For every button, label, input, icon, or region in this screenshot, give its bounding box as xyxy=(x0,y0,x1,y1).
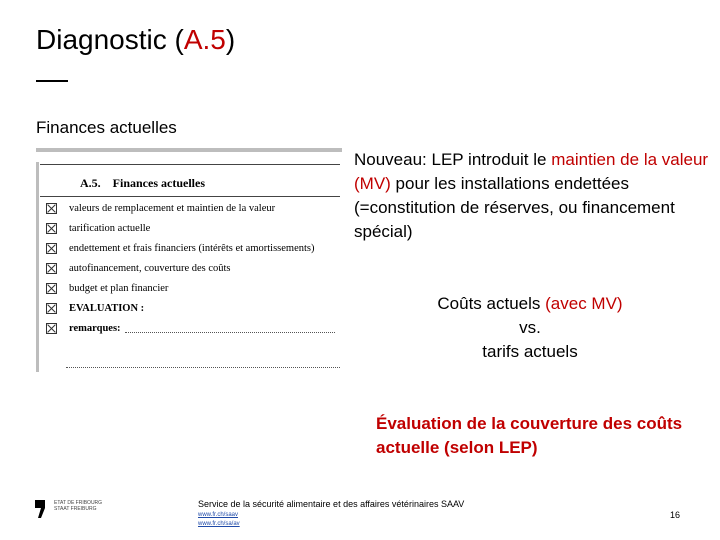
scan-section-number: A.5. xyxy=(80,176,101,190)
remarks-dotted-line xyxy=(125,323,335,333)
scan-item-label: EVALUATION : xyxy=(69,302,145,314)
comparison-tariffs: tarifs actuels xyxy=(482,342,578,361)
scan-item-label: autofinancement, couverture des coûts xyxy=(69,262,231,274)
comparison-line-1 xyxy=(420,292,640,316)
title-highlight: A.5 xyxy=(183,24,226,55)
slide-title xyxy=(36,24,235,56)
scan-item-budget xyxy=(46,280,168,296)
slide-subtitle: Finances actuelles xyxy=(36,118,177,137)
title-prefix: Diagnostic ( xyxy=(36,24,184,55)
checkbox-checked-icon xyxy=(46,263,57,274)
evaluation-text: Évaluation de la couverture des coûts actuelle (selon LEP) xyxy=(376,414,683,457)
scan-item-remarks xyxy=(46,320,335,336)
footer-link-1[interactable]: www.fr.ch/saav xyxy=(198,512,239,518)
scan-dotted-line xyxy=(66,367,340,368)
scan-section-title: Finances actuelles xyxy=(112,176,205,190)
page-number: 16 xyxy=(670,510,681,520)
scan-divider-top xyxy=(40,164,340,165)
scan-content xyxy=(40,162,342,372)
scan-top-border xyxy=(36,148,342,152)
scan-item-replacement-values xyxy=(46,200,275,216)
scan-item-label: endettement et frais financiers (intérêts et amortissements) xyxy=(69,242,315,254)
scan-item-current-pricing xyxy=(46,220,150,236)
lep-info-text xyxy=(354,148,710,244)
canton-logo-icon xyxy=(35,500,45,518)
footer-link-2[interactable]: www.fr.ch/sa/av xyxy=(198,521,240,527)
scan-item-debt xyxy=(46,240,315,256)
scan-item-label: valeurs de remplacement et maintien de la valeur xyxy=(69,202,276,214)
checkbox-checked-icon xyxy=(46,303,57,314)
cost-comparison-text xyxy=(420,292,640,364)
comparison-mv-highlight: (avec MV) xyxy=(545,294,623,313)
scan-item-evaluation xyxy=(46,300,144,316)
scan-item-label: tarification actuelle xyxy=(69,222,151,234)
footer-service-name: Service de la sécurité alimentaire et des affaires vétérinaires SAAV xyxy=(198,499,465,509)
comparison-costs: Coûts actuels xyxy=(437,294,546,313)
logo-line-1: ETAT DE FRIBOURG xyxy=(54,500,103,506)
canton-logo-text xyxy=(54,500,102,512)
checkbox-checked-icon xyxy=(46,323,57,334)
checkbox-checked-icon xyxy=(46,203,57,214)
scan-section-heading xyxy=(80,176,205,191)
logo-line-2: STAAT FREIBURG xyxy=(54,506,97,512)
scan-item-label: budget et plan financier xyxy=(69,282,169,294)
scan-divider-heading xyxy=(40,196,340,197)
checkbox-checked-icon xyxy=(46,283,57,294)
lep-info-highlight: maintien de la valeur (MV) xyxy=(354,150,709,193)
checkbox-checked-icon xyxy=(46,223,57,234)
scan-item-label: remarques: xyxy=(69,322,121,334)
form-scan-image xyxy=(36,148,342,372)
title-underline xyxy=(36,80,68,82)
lep-info-part2: pour les installations endettées (=constitution de réserves, ou financement spécial) xyxy=(354,174,675,241)
scan-item-self-financing xyxy=(46,260,231,276)
scan-left-border xyxy=(36,162,39,372)
lep-info-part1: Nouveau: LEP introduit le xyxy=(354,150,552,169)
checkbox-checked-icon xyxy=(46,243,57,254)
comparison-vs: vs. xyxy=(519,318,541,337)
title-suffix: ) xyxy=(225,24,236,55)
